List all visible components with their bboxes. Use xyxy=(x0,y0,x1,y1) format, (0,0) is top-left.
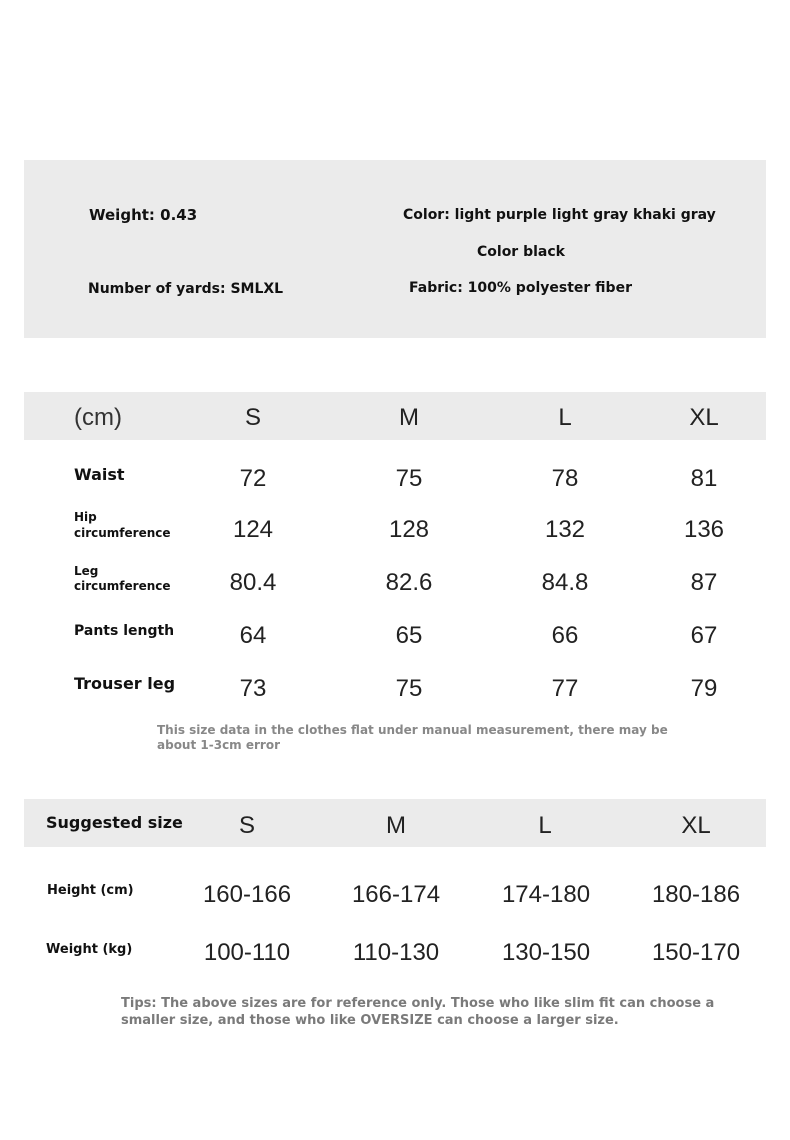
table-cell: 132 xyxy=(544,516,586,543)
table-cell: 100-110 xyxy=(203,939,291,966)
table-cell: 174-180 xyxy=(501,881,591,908)
col-header-xl: XL xyxy=(681,812,711,839)
table-cell: 130-150 xyxy=(501,939,591,966)
col-header-s: S xyxy=(238,812,256,839)
col-header-m: M xyxy=(399,404,419,431)
measurement-note-line2: about 1-3cm error xyxy=(157,738,280,752)
size-tips xyxy=(121,995,714,1029)
col-header-m: M xyxy=(386,812,406,839)
row-label-waist: Waist xyxy=(74,465,125,484)
col-header-xl: XL xyxy=(689,404,719,431)
weight-text: Weight: 0.43 xyxy=(89,206,198,224)
row-label-leg-line1: Leg xyxy=(74,564,99,578)
table-cell: 75 xyxy=(395,675,423,702)
table-cell: 75 xyxy=(395,465,423,492)
row-label-pants-length: Pants length xyxy=(74,623,175,639)
table-cell: 82.6 xyxy=(385,569,433,596)
table-cell: 128 xyxy=(388,516,430,543)
color-text-line2: Color black xyxy=(477,244,565,260)
yards-text: Number of yards: SMLXL xyxy=(88,281,284,297)
col-header-l: L xyxy=(558,404,572,431)
row-label-hip-line2: circumference xyxy=(74,526,171,540)
col-header-l: L xyxy=(538,812,552,839)
table-cell: 72 xyxy=(239,465,267,492)
table-cell: 160-166 xyxy=(202,881,292,908)
suggested-size-title: Suggested size xyxy=(46,813,183,832)
size-tips-line1: Tips: The above sizes are for reference only. Those who like slim fit can choose a xyxy=(121,996,715,1011)
row-label-height: Height (cm) xyxy=(47,883,134,898)
table-cell: 79 xyxy=(690,675,718,702)
col-header-s: S xyxy=(244,404,262,431)
measurement-note xyxy=(157,723,668,753)
table-cell: 67 xyxy=(690,622,718,649)
table-cell: 124 xyxy=(232,516,274,543)
fabric-text: Fabric: 100% polyester fiber xyxy=(409,280,632,296)
color-text-line1: Color: light purple light gray khaki gray xyxy=(403,207,716,223)
table-cell: 66 xyxy=(551,622,579,649)
table-cell: 64 xyxy=(239,622,267,649)
row-label-weight: Weight (kg) xyxy=(46,942,133,957)
table-cell: 110-130 xyxy=(352,939,440,966)
row-label-hip-line1: Hip xyxy=(74,510,97,524)
table-cell: 77 xyxy=(551,675,579,702)
table-cell: 166-174 xyxy=(351,881,441,908)
table-cell: 78 xyxy=(551,465,579,492)
table-cell: 180-186 xyxy=(651,881,741,908)
table-cell: 87 xyxy=(690,569,718,596)
table-cell: 84.8 xyxy=(541,569,589,596)
table-cell: 150-170 xyxy=(651,939,741,966)
unit-label: (cm) xyxy=(74,404,122,431)
table-cell: 80.4 xyxy=(229,569,277,596)
size-table-header xyxy=(24,392,766,440)
measurement-note-line1: This size data in the clothes flat under manual measurement, there may be xyxy=(157,723,668,737)
table-cell: 136 xyxy=(683,516,725,543)
table-cell: 81 xyxy=(690,465,718,492)
row-label-leg-line2: circumference xyxy=(74,579,171,593)
product-info-panel xyxy=(24,160,766,338)
row-label-trouser-leg: Trouser leg xyxy=(74,674,176,693)
table-cell: 65 xyxy=(395,622,423,649)
table-cell: 73 xyxy=(239,675,267,702)
size-tips-line2: smaller size, and those who like OVERSIZE can choose a larger size. xyxy=(121,1013,619,1028)
